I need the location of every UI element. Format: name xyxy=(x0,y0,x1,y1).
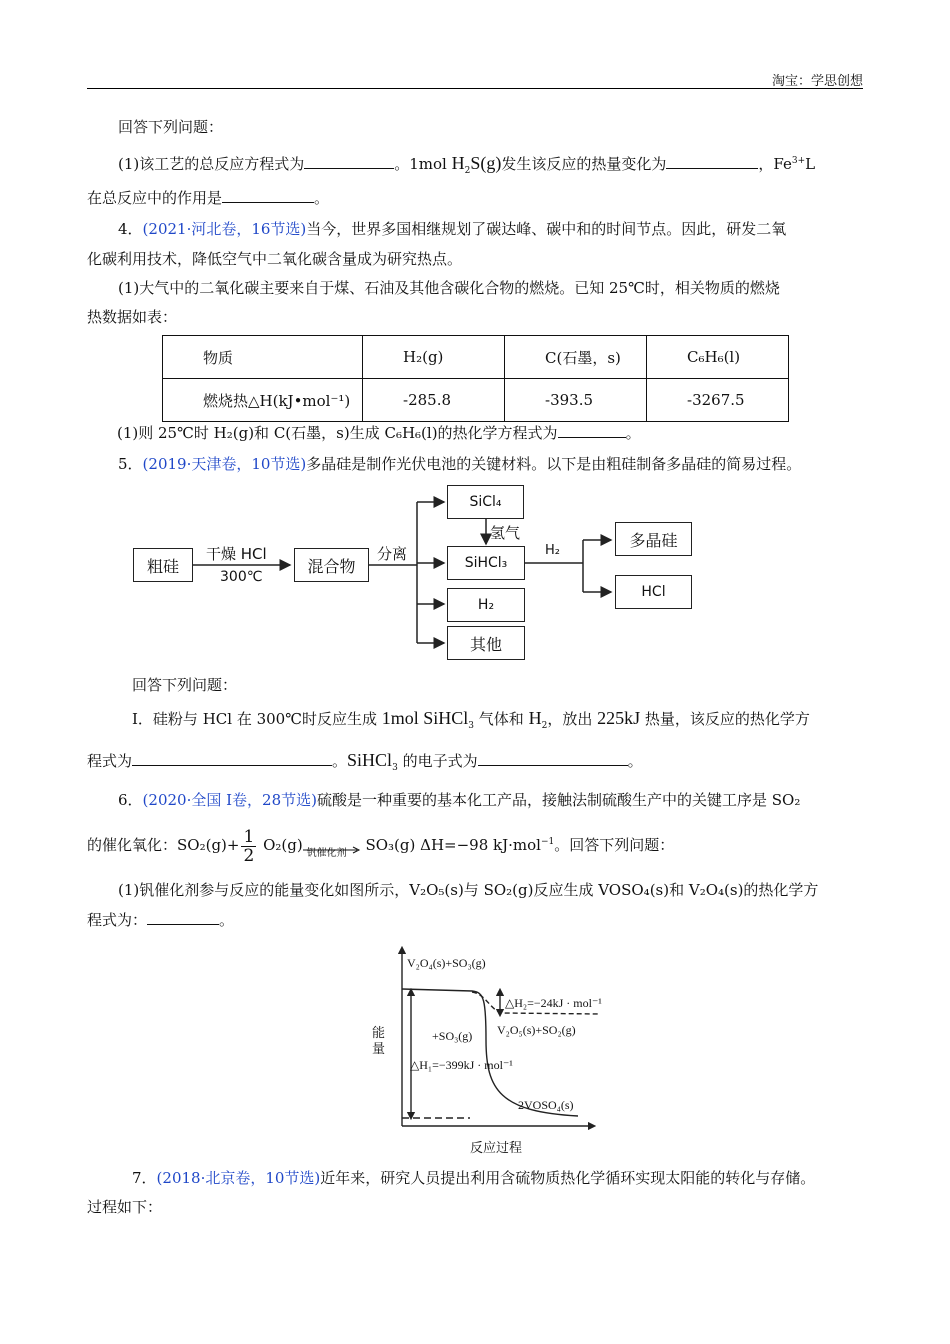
delta-h1-label: △H₁=−399kJ · mol⁻¹ xyxy=(410,1058,513,1072)
question-5-line-1: 5．(2019·天津卷，10节选)多晶硅是制作光伏电池的关键材料。以下是由粗硅制备多晶硅的简易过程。 xyxy=(118,455,802,473)
delta-h2-label: △H₂=−24kJ · mol⁻¹ xyxy=(505,996,602,1010)
question-6-line-4: 程式为： 。 xyxy=(87,911,235,929)
energy-mid-label: V₂O₅(s)+SO₂(g) xyxy=(497,1023,576,1037)
table-cell: -285.8 xyxy=(363,379,505,422)
table-header-cell: C(石墨，s) xyxy=(505,336,647,379)
question-4-sub: (1)则 25℃时 H₂(g)和 C(石墨，s)生成 C₆H₆(l)的热化学方程式为 。 xyxy=(117,424,641,442)
question-5-line-2: I．硅粉与 HCl 在 300℃时反应生成 1mol SiHCl$_3$ 气体和 $H_2$，放出 225kJ 热量，该反应的热化学方 xyxy=(132,708,810,731)
question-1-line: (1)该工艺的总反应方程式为 。1mol $H_2S(g)$发生该反应的热量变化为 ，$Fe^{3+}L$ xyxy=(118,153,816,176)
question-4-line-1: 4．(2021·河北卷，16节选)当今，世界多国相继规划了碳达峰、碳中和的时间节点。因此，研发二氧 xyxy=(118,220,787,238)
answer-prompt: 回答下列问题： xyxy=(118,118,224,136)
question-6-line-2: 的催化氧化：SO₂(g)+ $\frac{1}{2}$ O₂(g) 钒催化剂 SO₃(g) ΔH=−98 kJ·mol$^{-1}$。回答下列问题： xyxy=(87,826,675,866)
sicl4-box: SiCl₄ xyxy=(447,485,524,519)
sihcl3-box: SiHCl₃ xyxy=(447,546,525,580)
question-4-line-2: 化碳利用技术，降低空气中二氧化碳含量成为研究热点。 xyxy=(87,250,463,268)
question-4-line-3: (1)大气中的二氧化碳主要来自于煤、石油及其他含碳化合物的燃烧。已知 25℃时，相关物质的燃烧 xyxy=(118,279,780,297)
table-cell: -3267.5 xyxy=(647,379,789,422)
question-7-line-1: 7．(2018·北京卷，10节选)近年来，研究人员提出利用含硫物质热化学循环实现太阳能的转化与存储。 xyxy=(132,1169,816,1187)
table-header-cell: 物质 xyxy=(163,336,363,379)
header-text: 淘宝：学思创想 xyxy=(771,74,863,89)
energy-bottom-label: 2VOSO₄(s) xyxy=(518,1098,574,1112)
plus-so3-label: +SO₃(g) xyxy=(432,1029,473,1043)
question-5-source: (2019·天津卷，10节选) xyxy=(142,455,307,473)
separate-label: 分离 xyxy=(377,545,408,563)
catalyst-arrow: 钒催化剂 xyxy=(303,836,361,856)
y-axis-label: 能量 xyxy=(372,1026,386,1057)
question-4-source: (2021·河北卷，16节选) xyxy=(142,220,307,238)
question-6-line-3: (1)钒催化剂参与反应的能量变化如图所示，V₂O₅(s)与 SO₂(g)反应生成 VOSO₄(s)和 V₂O₄(s)的热化学方 xyxy=(118,881,819,899)
question-6-line-1: 6．(2020·全国 I卷，28节选)硫酸是一种重要的基本化工产品，接触法制硫酸生产中的关键工序是 SO₂ xyxy=(118,791,801,809)
polysilicon-box: 多晶硅 xyxy=(615,522,692,556)
table-row-label: 燃烧热△H(kJ•mol⁻¹) xyxy=(163,379,363,422)
x-axis-label: 反应过程 xyxy=(470,1141,523,1156)
question-7-line-2: 过程如下： xyxy=(87,1198,163,1216)
hydrogen-label: 氢气 xyxy=(490,524,521,542)
answer-prompt-5: 回答下列问题： xyxy=(132,676,238,694)
question-5-line-3: 程式为 。SiHCl$_3$ 的电子式为 。 xyxy=(87,750,643,773)
question-1-line-2: 在总反应中的作用是 。 xyxy=(87,189,330,207)
question-7-source: (2018·北京卷，10节选) xyxy=(156,1169,321,1187)
question-6-source: (2020·全国 I卷，28节选) xyxy=(142,791,317,809)
h2-box: H₂ xyxy=(447,588,525,622)
table-header-cell: C₆H₆(l) xyxy=(647,336,789,379)
mixture-box: 混合物 xyxy=(294,548,369,582)
condition-temp: 300℃ xyxy=(220,569,263,585)
table-header-cell: H₂(g) xyxy=(363,336,505,379)
fraction: $\frac{1}{2}$ xyxy=(243,826,255,866)
question-4-line-4: 热数据如表： xyxy=(87,308,178,326)
condition-hcl: 干燥 HCl xyxy=(206,545,267,563)
hcl-box: HCl xyxy=(615,575,692,609)
crude-silicon-box: 粗硅 xyxy=(133,548,193,582)
table-cell: -393.5 xyxy=(505,379,647,422)
other-box: 其他 xyxy=(447,626,525,660)
energy-top-label: V₂O₄(s)+SO₃(g) xyxy=(407,956,486,970)
h2-arrow-label: H₂ xyxy=(545,543,560,558)
